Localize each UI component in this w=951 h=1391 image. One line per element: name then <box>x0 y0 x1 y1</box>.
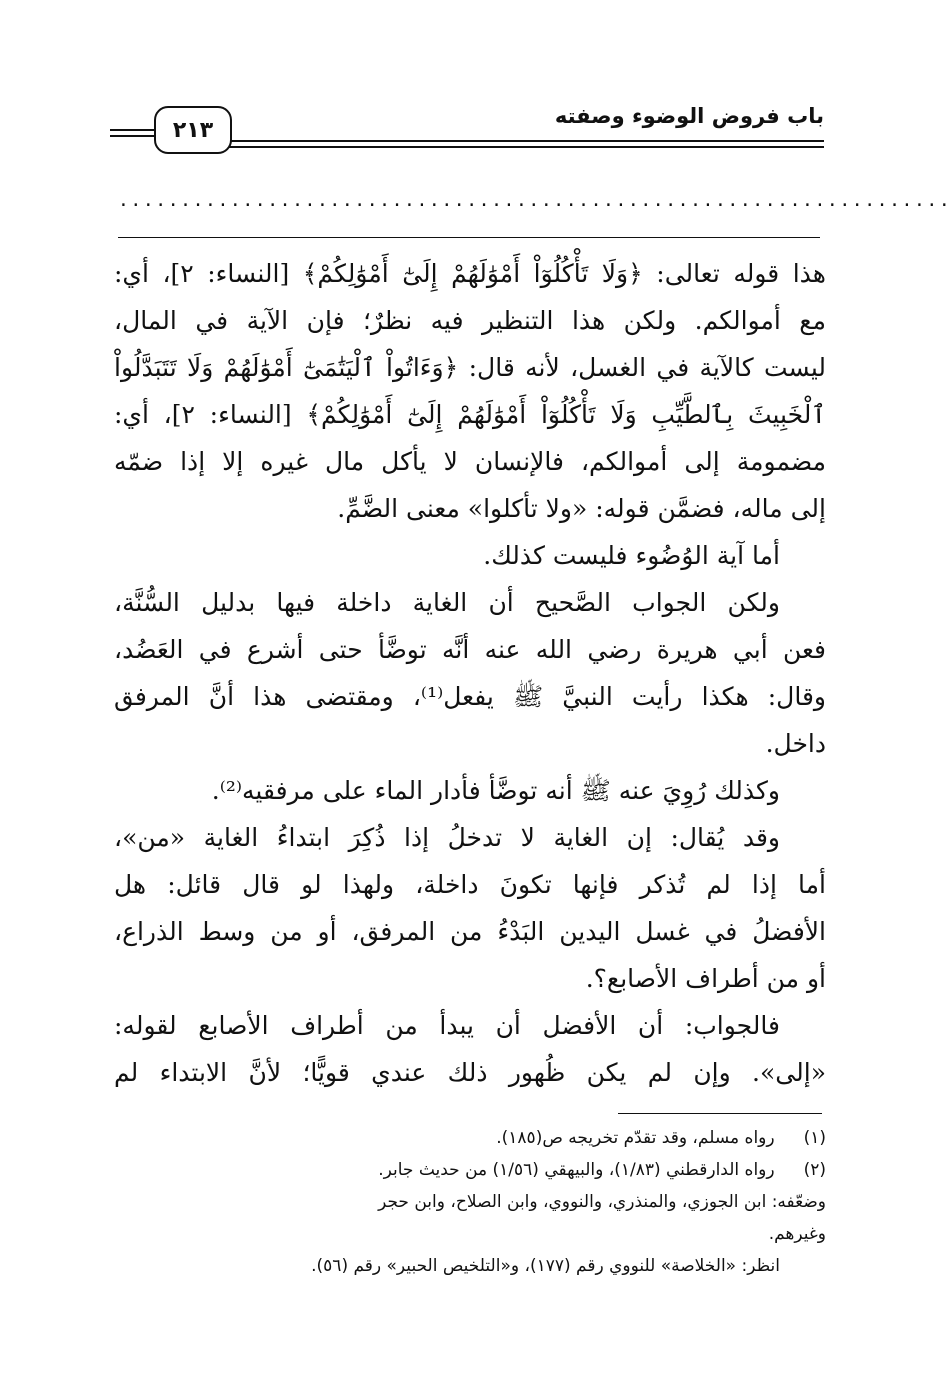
text-line: مضمومة إلى أموالكم، فالإنسان لا يأكل مال غيره إلا إذا ضمّه <box>114 447 826 476</box>
text-line: ليست كالآية في الغسل، لأنه قال: ﴿وَءَاتُواْ ٱلْيَتَٰمَىٰٓ أَمْوَٰلَهُمْ وَلَا تَتَبَدَّلُواْ <box>114 353 826 382</box>
text-line: الأفضلُ في غسل اليدين البَدْءُ من المرفق، أو من وسط الذراع، <box>114 917 826 946</box>
text-line: أما آية الوُضُوء فليست كذلك. <box>483 541 780 570</box>
text-line: «إلى». وإن لم يكن ظُهور ذلك عندي قويًّا؛ لأنَّ الابتداء لم <box>114 1058 826 1087</box>
text-line: وقال: هكذا رأيت النبيَّ ﷺ يفعل⁽¹⁾، ومقتضى هذا أنَّ المرفق <box>114 682 826 711</box>
footnote-1 <box>114 1122 826 1154</box>
text-line: أو من أطراف الأصابع؟. <box>585 964 826 993</box>
header-rule-bottom-left <box>110 135 154 137</box>
text-line: فالجواب: أن الأفضل أن يبدأ من أطراف الأصابع لقوله: <box>114 1011 780 1040</box>
text-line: إلى ماله، فضمَّن قوله: «ولا تأكلوا» معنى الضَّمِّ. <box>337 494 826 523</box>
text-line: فعن أبي هريرة رضي الله عنه أنَّه توضَّأ حتى أشرع في العَضُد، <box>114 635 826 664</box>
footnote-number: (٢) <box>803 1160 826 1180</box>
footnote-text: وضعّفه: ابن الجوزي، والمنذري، والنووي، وابن الصلاح، وابن حجر <box>378 1192 826 1212</box>
footnote-text: رواه مسلم، وقد تقدّم تخريجه ص(١٨٥). <box>496 1128 775 1148</box>
text-line: وقد يُقال: إن الغاية لا تدخلُ إذا ذُكِرَ ابتداءُ الغاية «من»، <box>114 823 780 852</box>
page-number: ٢١٣ <box>172 117 214 143</box>
page-header <box>110 104 824 154</box>
footnote-2-continued <box>114 1218 826 1250</box>
text-line: ٱلْخَبِيثَ بِٱلطَّيِّبِ وَلَا تَأْكُلُوٓاْ أَمْوَٰلَهُمْ إِلَىٰٓ أَمْوَٰلِكُمْ﴾ [النساء: ٢]، أي: <box>114 400 826 429</box>
text-line: وكذلك رُوِيَ عنه ﷺ أنه توضَّأ فأدار الماء على مرفقيه⁽²⁾. <box>211 776 780 805</box>
footnote-text: انظر: «الخلاصة» للنووي رقم (١٧٧)، و«التلخيص الحبير» رقم (٥٦). <box>311 1256 780 1276</box>
text-line: داخل. <box>765 729 826 758</box>
header-rule-top-left <box>110 129 154 131</box>
footnote-number: (١) <box>803 1128 826 1148</box>
footnote-2 <box>114 1154 826 1186</box>
footnote-2-reference <box>114 1250 826 1282</box>
text-line: هذا قوله تعالى: ﴿وَلَا تَأْكُلُوٓاْ أَمْوَٰلَهُمْ إِلَىٰٓ أَمْوَٰلِكُمْ﴾ [النساء: ٢]، أي: <box>114 259 826 288</box>
text-line: ولكن الجواب الصَّحيح أن الغاية داخلة فيها بدليل السُّنَّة، <box>114 588 780 617</box>
footnote-text: رواه الدارقطني (١/٨٣)، والبيهقي (١/٥٦) من حديث جابر. <box>378 1160 775 1180</box>
footnote-2-continued <box>114 1186 826 1218</box>
text-line: أما إذا لم تُذكر فإنها تكونَ داخلة، ولهذا لو قال قائل: هل <box>114 870 826 899</box>
body-top-rule <box>118 237 820 238</box>
dotted-separator: ................................................................... <box>118 190 951 211</box>
running-title: باب فروض الوضوء وصفته <box>554 104 824 128</box>
text-line: مع أموالكم. ولكن هذا التنظير فيه نظرٌ؛ فإن الآية في المال، <box>114 306 826 335</box>
main-text <box>114 250 826 1096</box>
footnotes <box>114 1122 826 1282</box>
header-rule-top-right <box>228 140 824 142</box>
page-number-badge <box>154 106 232 154</box>
footnote-text: وغيرهم. <box>768 1224 826 1244</box>
footnote-rule <box>618 1113 822 1114</box>
header-rule-bottom-right <box>228 146 824 148</box>
